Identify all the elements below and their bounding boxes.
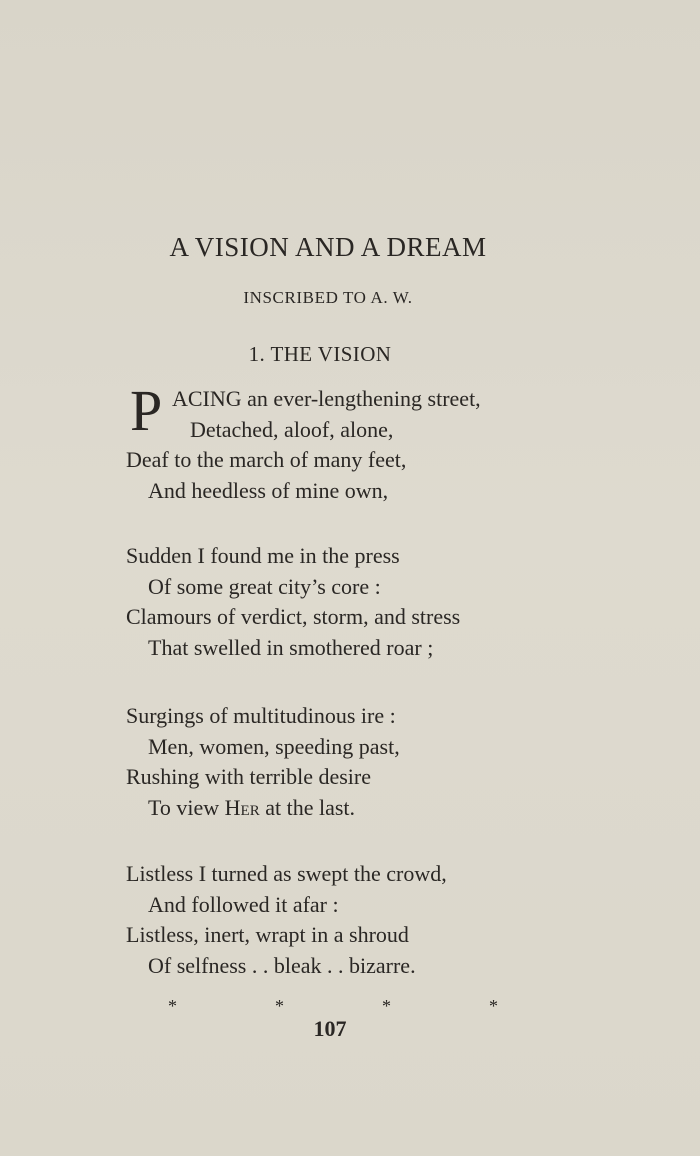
stanza-2 <box>126 541 646 663</box>
stanza-1-line-2: Detached, aloof, alone, <box>190 416 394 442</box>
drop-cap: P <box>130 378 163 443</box>
dedication: INSCRIBED TO A. W. <box>243 288 413 307</box>
stanza-2-line-1: Sudden I found me in the press <box>126 543 400 568</box>
stanza-3-line-2: Men, women, speeding past, <box>148 733 400 759</box>
stanza-4 <box>126 859 646 981</box>
section-heading: 1. THE VISION <box>248 342 392 366</box>
asterisk: * <box>382 996 391 1016</box>
stanza-1-line-3: Deaf to the march of many feet, <box>126 447 407 472</box>
section-break-asterisks <box>168 996 498 1017</box>
stanza-3 <box>126 701 646 823</box>
stanza-2-line-4: That swelled in smothered roar ; <box>148 634 434 660</box>
stanza-2-line-3: Clamours of verdict, storm, and stress <box>126 604 461 629</box>
stanza-1-line-4: And heedless of mine own, <box>148 477 389 503</box>
stanza-4-line-4: Of selfness . . bleak . . bizarre. <box>148 952 416 978</box>
stanza-3-line-1: Surgings of multitudinous ire : <box>126 703 396 728</box>
asterisk: * <box>489 996 498 1016</box>
stanza-3-line-4-smallcaps: Her <box>224 794 260 820</box>
stanza-1 <box>126 378 646 506</box>
stanza-4-line-2: And followed it afar : <box>148 891 339 917</box>
asterisk: * <box>168 996 177 1016</box>
poem-title: A VISION AND A DREAM <box>169 232 487 262</box>
stanza-1-line-1-text: ACING an ever-lengthening street, <box>172 386 481 411</box>
page-number: 107 <box>313 1016 347 1041</box>
stanza-3-line-4-end: at the last. <box>259 794 356 820</box>
stanza-3-line-4 <box>126 793 646 824</box>
stanza-4-line-1: Listless I turned as swept the crowd, <box>126 861 447 886</box>
stanza-3-line-3: Rushing with terrible desire <box>126 764 372 789</box>
stanza-3-line-4-start: To view <box>148 794 225 820</box>
stanza-4-line-3: Listless, inert, wrapt in a shroud <box>126 922 409 947</box>
asterisk: * <box>275 996 284 1016</box>
stanza-2-line-2: Of some great city’s core : <box>148 573 381 599</box>
